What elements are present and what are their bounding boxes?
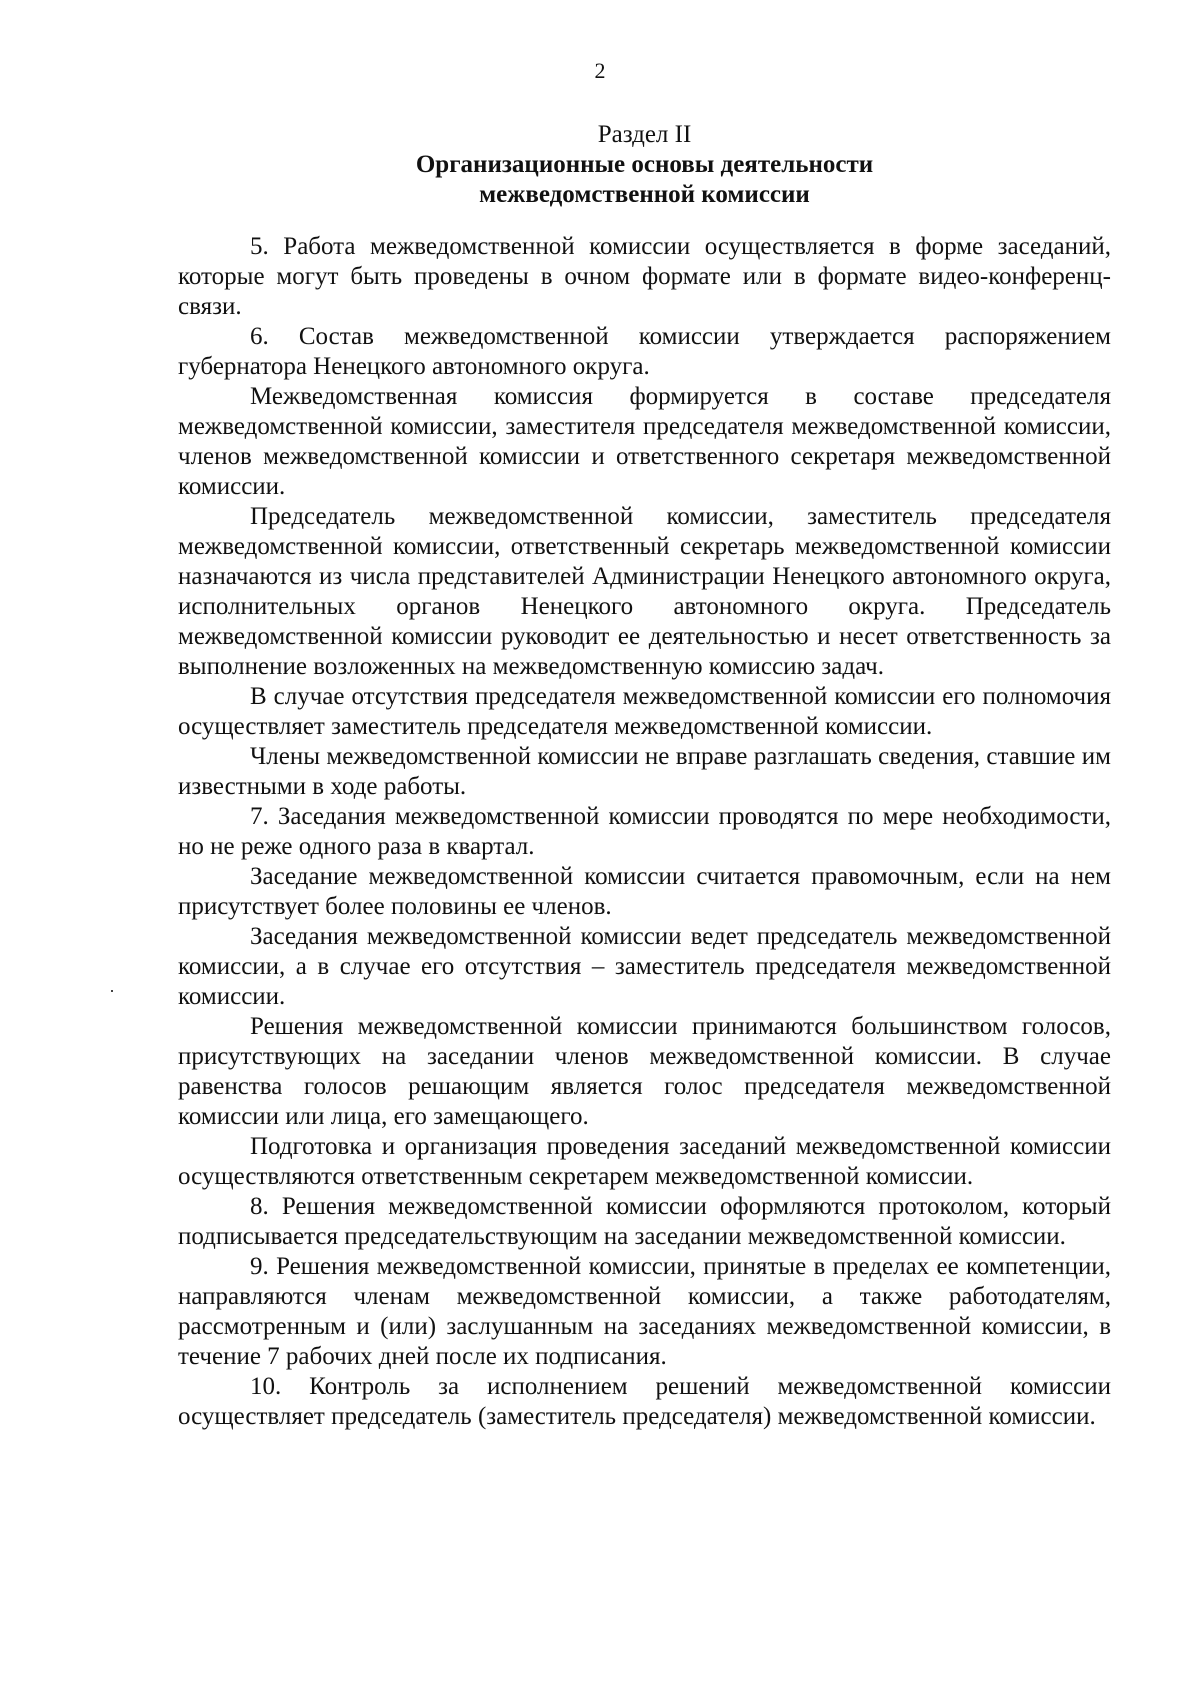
paragraph-9-decisions-distribution: 9. Решения межведомственной комиссии, принятые в пределах ее компетенции, направляются членам межведомственной комиссии, а также работодателям, рассмотренным и (или) заслушанным на заседаниях межведомственной комиссии, в течение 7 рабочих дней после их подписания. xyxy=(178,1253,1111,1370)
section-title-line-1: Организационные основы деятельности xyxy=(415,151,874,178)
paragraph-chairman-appointment: Председатель межведомственной комиссии, заместитель председателя межведомственной комиссии, ответственный секретарь межведомственной комиссии назначаются из числа представителей Администрации Ненецкого автономного округа, исполнительных органов Ненецкого автономного округа. Председатель межведомственной комиссии руководит ее деятельностью и несет ответственность за выполнение возложенных на межведомственную комиссию задач. xyxy=(178,503,1111,680)
paragraph-5-meetings-format: 5. Работа межведомственной комиссии осуществляется в форме заседаний, которые могут быть проведены в очном формате или в формате видео-конференц-связи. xyxy=(178,233,1111,320)
paragraph-quorum: Заседание межведомственной комиссии считается правомочным, если на нем присутствует более половины ее членов. xyxy=(178,863,1111,920)
document-body xyxy=(178,232,1111,1432)
page-number: 2 xyxy=(594,58,606,83)
paragraph-8-protocol: 8. Решения межведомственной комиссии оформляются протоколом, который подписывается председательствующим на заседании межведомственной комиссии. xyxy=(178,1193,1111,1250)
paragraph-confidentiality: Члены межведомственной комиссии не вправе разглашать сведения, ставшие им известными в ходе работы. xyxy=(178,743,1111,800)
scan-margin-dot xyxy=(111,990,113,992)
paragraph-chairman-absence: В случае отсутствия председателя межведомственной комиссии его полномочия осуществляет заместитель председателя межведомственной комиссии. xyxy=(178,683,1111,740)
section-title-line-2: межведомственной комиссии xyxy=(479,181,810,208)
paragraph-7-meeting-frequency: 7. Заседания межведомственной комиссии проводятся по мере необходимости, но не реже одного раза в квартал. xyxy=(178,803,1111,860)
section-label: Раздел II xyxy=(597,121,692,148)
paragraph-voting: Решения межведомственной комиссии принимаются большинством голосов, присутствующих на заседании членов межведомственной комиссии. В случае равенства голосов решающим является голос председателя межведомственной комиссии или лица, его замещающего. xyxy=(178,1013,1111,1130)
paragraph-meeting-chair: Заседания межведомственной комиссии ведет председатель межведомственной комиссии, а в случае его отсутствия – заместитель председателя межведомственной комиссии. xyxy=(178,923,1111,1010)
section-heading xyxy=(178,120,1111,210)
paragraph-10-control: 10. Контроль за исполнением решений межведомственной комиссии осуществляет председатель (заместитель председателя) межведомственной комиссии. xyxy=(178,1373,1111,1430)
paragraph-meeting-preparation: Подготовка и организация проведения заседаний межведомственной комиссии осуществляются ответственным секретарем межведомственной комиссии. xyxy=(178,1133,1111,1190)
paragraph-6-composition-approval: 6. Состав межведомственной комиссии утверждается распоряжением губернатора Ненецкого автономного округа. xyxy=(178,323,1111,380)
paragraph-composition: Межведомственная комиссия формируется в составе председателя межведомственной комиссии, заместителя председателя межведомственной комиссии, членов межведомственной комиссии и ответственного секретаря межведомственной комиссии. xyxy=(178,383,1111,500)
